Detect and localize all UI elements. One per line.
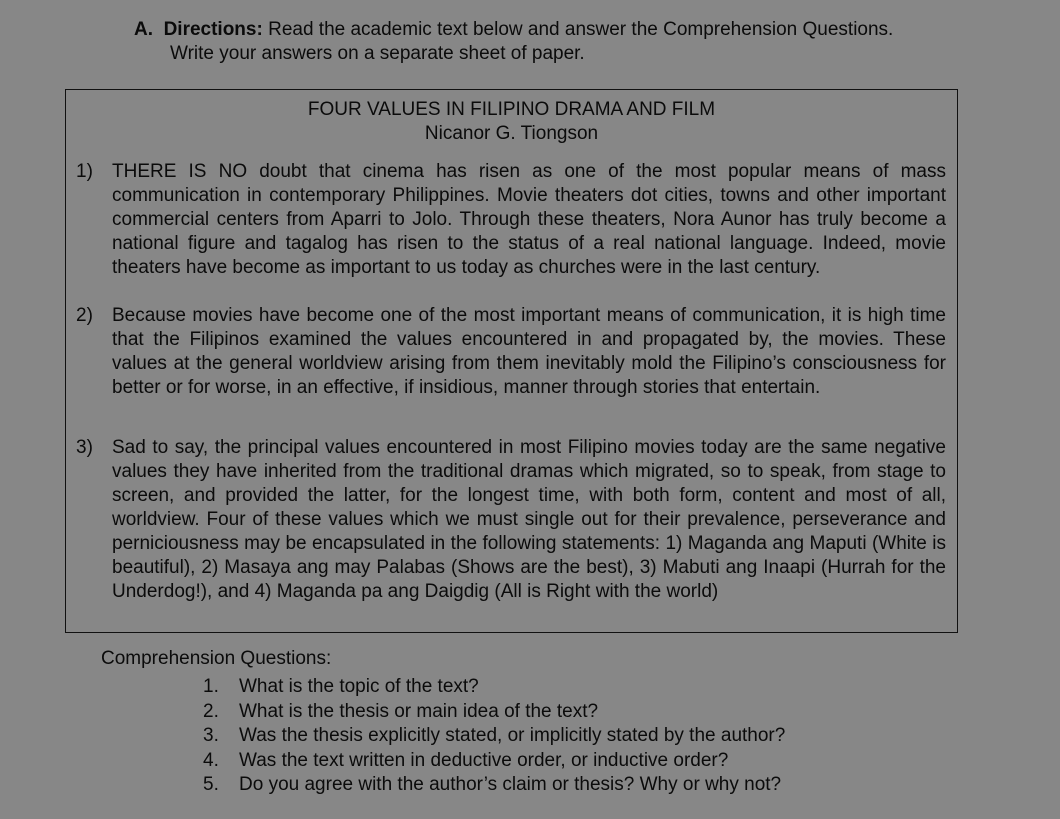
paragraph: [76, 160, 946, 280]
paragraph-number: 1): [76, 161, 93, 182]
article-title: FOUR VALUES IN FILIPINO DRAMA AND FILM: [307, 99, 716, 120]
question-text: Was the text written in deductive order, or inductive order?: [239, 749, 729, 771]
directions-line-2: Write your answers on a separate sheet of paper.: [170, 43, 585, 64]
question-number: 3.: [203, 725, 219, 746]
paragraph-text: THERE IS NO doubt that cinema has risen as one of the most popular means of mass communication in contemporary Philippines. Movie theaters dot cities, towns and other important commercial centers from Aparri to Jolo. Through these theaters, Nora Aunor has truly become a national figure and tagalog has risen to the status of a real national language. Indeed, movie theaters have become as important to us today as churches were in the last century.: [112, 161, 946, 278]
directions-text: Read the academic text below and answer the Comprehension Questions.: [268, 19, 894, 40]
question-item: [203, 724, 1033, 749]
section-marker: A.: [134, 19, 153, 40]
article-author: Nicanor G. Tiongson: [424, 123, 599, 144]
question-item: [203, 749, 1033, 774]
question-number: 2.: [203, 700, 219, 722]
question-item: [203, 773, 1033, 798]
directions-label: Directions:: [163, 19, 263, 40]
paragraph-number: 2): [76, 305, 93, 326]
question-list: [203, 675, 1033, 798]
comprehension-heading: Comprehension Questions:: [101, 648, 332, 669]
question-number: 4.: [203, 749, 219, 771]
paragraph-text: Because movies have become one of the most important means of communication, it is high time that the Filipinos examined the values encountered in and propagated by, the movies. These values at the general worldview arising from them inevitably mold the Filipino’s consciousness for better or for worse, in an effective, if insidious, manner through stories that entertain.: [112, 305, 946, 398]
paragraph: [76, 436, 946, 604]
question-number: 1.: [203, 676, 219, 697]
question-text: Do you agree with the author’s claim or thesis? Why or why not?: [239, 774, 782, 795]
question-text: What is the topic of the text?: [239, 676, 479, 697]
directions: [134, 18, 1034, 66]
directions-line-1: [134, 18, 1034, 42]
question-text: Was the thesis explicitly stated, or implicitly stated by the author?: [239, 725, 786, 746]
question-item: [203, 700, 1033, 725]
question-number: 5.: [203, 774, 219, 795]
paragraph: [76, 304, 946, 400]
paragraph-number: 3): [76, 437, 93, 458]
question-item: [203, 675, 1033, 700]
article-box: [65, 89, 958, 633]
paragraph-text: Sad to say, the principal values encountered in most Filipino movies today are the same negative values they have inherited from the traditional dramas which migrated, so to speak, from stage to screen, and provided the latter, for the longest time, with both form, content and most of all, worldview. Four of these values which we must single out for their prevalence, perseverance and perniciousness may be encapsulated in the following statements: 1) Maganda ang Maputi (White is beautiful), 2) Masaya ang may Palabas (Shows are the best), 3) Mabuti ang Inaapi (Hurrah for the Underdog!), and 4) Maganda pa ang Daigdig (All is Right with the world): [112, 437, 946, 602]
question-text: What is the thesis or main idea of the text?: [239, 700, 599, 722]
